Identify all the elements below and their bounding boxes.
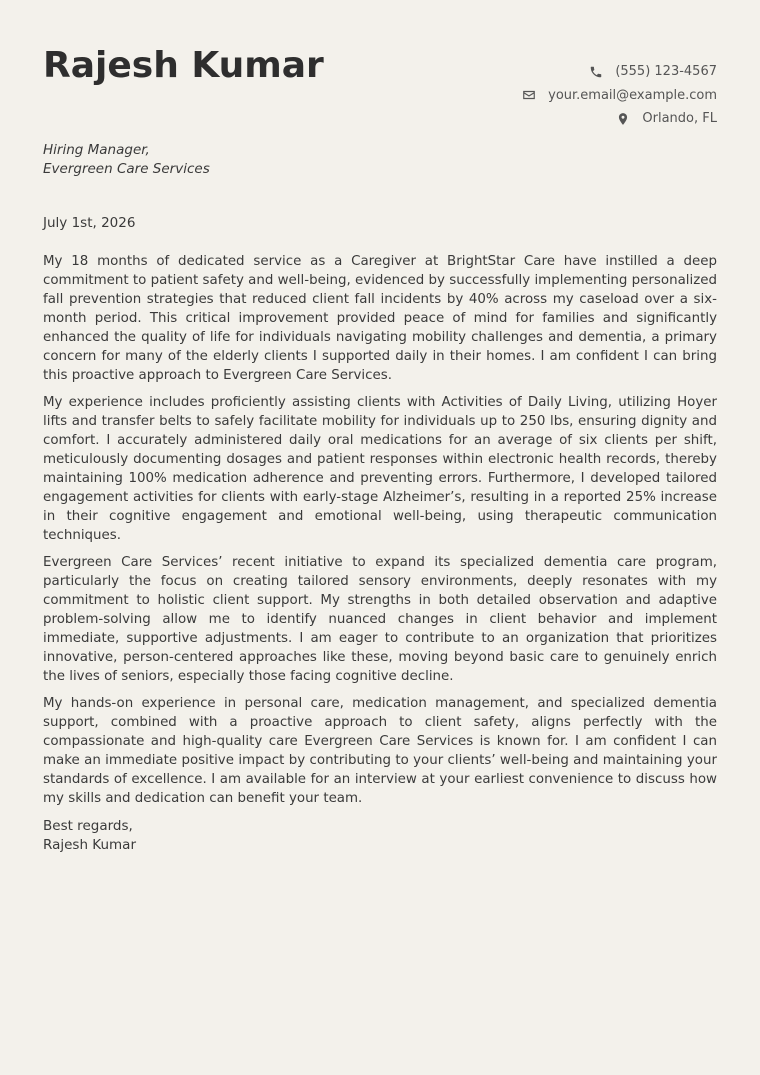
letter-date: July 1st, 2026	[43, 215, 136, 231]
contact-phone-row	[522, 60, 717, 84]
letter-body	[43, 252, 717, 808]
recipient-block	[43, 141, 717, 179]
closing-block	[43, 817, 717, 855]
contact-email: your.email@example.com	[548, 87, 717, 103]
contact-block	[522, 60, 717, 131]
letter-header	[43, 0, 717, 134]
closing-signature: Rajesh Kumar	[43, 837, 137, 853]
map-pin-icon	[616, 112, 630, 126]
recipient-company: Evergreen Care Services	[43, 161, 210, 177]
contact-location-row	[522, 107, 717, 131]
contact-email-row	[522, 84, 717, 108]
recipient-title: Hiring Manager,	[43, 142, 150, 158]
body-paragraph: Evergreen Care Services’ recent initiative to expand its specialized dementia care program, particularly the focus on creating tailored sensory environments, deeply resonates with my commitment to holistic client support. My strengths in both detailed observation and adaptive problem-solving allow me to identify nuanced changes in client behavior and implement immediate, supportive adjustments. I am eager to contribute to an organization that prioritizes innovative, person-centered approaches like these, moving beyond basic care to genuinely enrich the lives of seniors, especially those facing cognitive decline.	[43, 555, 717, 684]
closing-salutation: Best regards,	[43, 818, 133, 834]
body-paragraph: My 18 months of dedicated service as a Caregiver at BrightStar Care have instilled a deep commitment to patient safety and well-being, evidenced by successfully implementing personalized fall prevention strategies that reduced client fall incidents by 40% across my caseload over a six-month period. This critical improvement provided peace of mind for families and significantly enhanced the quality of life for individuals navigating mobility challenges and dementia, a primary concern for many of the elderly clients I supported daily in their homes. I am confident I can bring this proactive approach to Evergreen Care Services.	[43, 254, 717, 383]
sender-name: Rajesh Kumar	[43, 45, 324, 86]
envelope-icon	[522, 88, 536, 102]
contact-phone: (555) 123-4567	[615, 64, 717, 80]
phone-icon	[589, 65, 603, 79]
body-paragraph: My hands-on experience in personal care, medication management, and specialized dementia support, combined with a proactive approach to client safety, aligns perfectly with the compassionate and high-quality care Evergreen Care Services is known for. I am confident I can make an immediate positive impact by contributing to your clients’ well-being and maintaining your standards of excellence. I am available for an interview at your earliest convenience to discuss how my skills and dedication can benefit your team.	[43, 696, 717, 806]
contact-location: Orlando, FL	[642, 111, 717, 127]
body-paragraph: My experience includes proficiently assisting clients with Activities of Daily Living, utilizing Hoyer lifts and transfer belts to safely facilitate mobility for individuals up to 250 lbs, ensuring dignity and comfort. I accurately administered daily oral medications for an average of six clients per shift, meticulously documenting dosages and patient responses within electronic health records, thereby maintaining 100% medication adherence and preventing errors. Furthermore, I developed tailored engagement activities for clients with early-stage Alzheimer’s, resulting in a reported 25% increase in their cognitive engagement and emotional well-being, using therapeutic communication techniques.	[43, 395, 717, 543]
